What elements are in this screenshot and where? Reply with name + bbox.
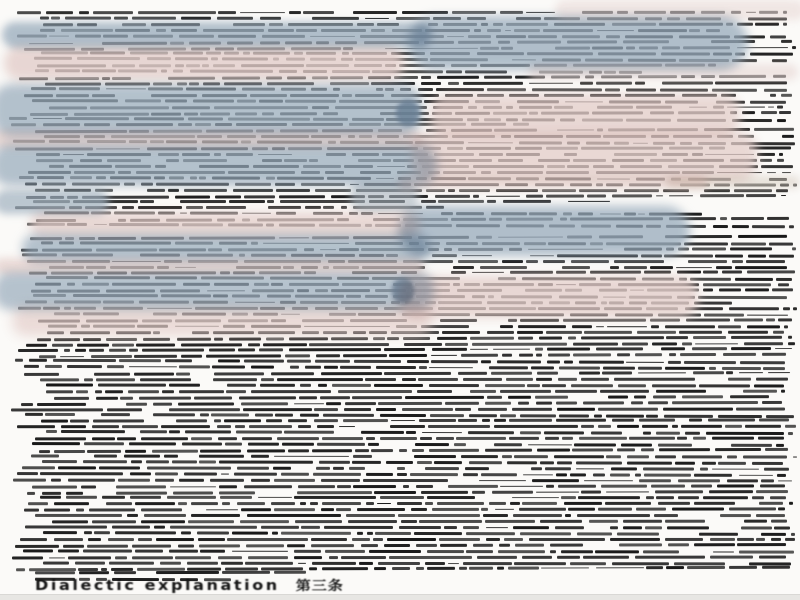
text-run [771, 59, 786, 63]
text-run [227, 224, 262, 227]
text-line [46, 374, 800, 380]
text-line [28, 162, 795, 167]
text-line [24, 85, 799, 90]
text-run [11, 124, 36, 127]
text-run [66, 223, 86, 226]
footer-title-cjk: 第三条 [295, 577, 344, 594]
text-run [25, 412, 43, 415]
text-line [49, 156, 800, 161]
text-run [15, 359, 23, 363]
text-run [746, 194, 776, 197]
text-run [274, 570, 307, 574]
text-line [36, 150, 789, 155]
text-line [20, 529, 800, 534]
text-line [35, 568, 236, 574]
text-line [40, 7, 791, 13]
text-line [38, 309, 796, 315]
text-run [726, 23, 733, 26]
text-run [278, 224, 314, 227]
text-run [93, 224, 106, 225]
text-run [731, 59, 756, 63]
text-run [18, 307, 41, 310]
text-line [52, 511, 792, 517]
text-line [32, 90, 800, 97]
text-line [40, 369, 795, 375]
text-line [15, 138, 793, 144]
text-line [18, 298, 800, 304]
text-run [118, 219, 126, 222]
text-run [130, 219, 160, 222]
text-line [33, 191, 616, 196]
footer-title [35, 576, 344, 594]
text-line [23, 540, 797, 546]
text-line [36, 144, 786, 149]
text-run [567, 201, 610, 202]
text-run [781, 194, 787, 195]
text-run [783, 22, 787, 25]
text-line [27, 251, 792, 256]
text-line [35, 562, 341, 568]
text-run [611, 194, 651, 197]
text-line [17, 2, 790, 7]
text-run [181, 224, 222, 227]
text-run [679, 59, 729, 62]
text-run [26, 223, 64, 226]
text-run [669, 195, 693, 196]
text-line [40, 20, 724, 25]
text-run [699, 193, 743, 197]
text-line [49, 96, 789, 102]
text-line [12, 546, 793, 552]
text-run [655, 195, 662, 196]
text-line [46, 381, 788, 387]
footer-title-latin: Dialectic explanation [35, 576, 280, 594]
text-run [17, 11, 41, 14]
text-line [35, 179, 795, 184]
text-line [22, 244, 797, 250]
text-run [792, 456, 796, 457]
text-line [47, 321, 790, 327]
text-run [788, 432, 793, 435]
text-run [167, 219, 212, 222]
text-line [32, 475, 792, 481]
text-line [43, 14, 791, 20]
text-line [21, 238, 800, 244]
text-run [676, 266, 712, 267]
text-line [13, 469, 797, 475]
text-run [756, 22, 780, 26]
text-line [35, 505, 791, 510]
text-line [48, 315, 790, 321]
bottom-edge-bar [0, 594, 800, 600]
text-run [738, 22, 754, 25]
text-run [108, 223, 179, 227]
text-line [25, 173, 800, 179]
